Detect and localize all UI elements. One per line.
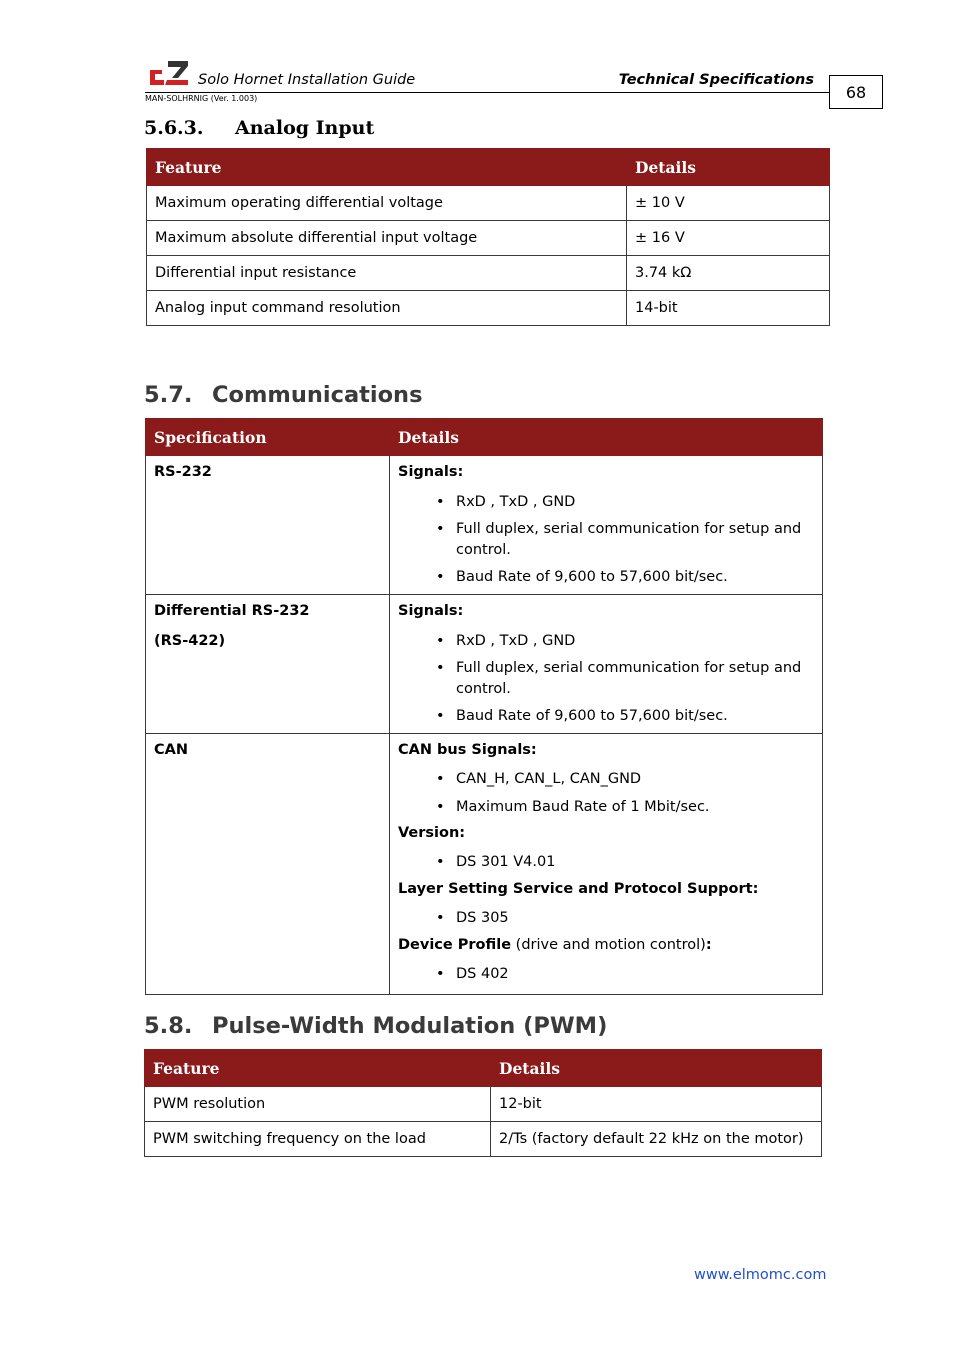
feature-cell: Analog input command resolution bbox=[147, 291, 627, 326]
table-row bbox=[147, 221, 830, 256]
version-label: Version: bbox=[398, 825, 466, 841]
list-item: • Maximum Baud Rate of 1 Mbit/sec. bbox=[436, 799, 710, 815]
list-item: • RxD , TxD , GND bbox=[436, 633, 576, 649]
table-header-row bbox=[146, 419, 823, 456]
profile-colon: : bbox=[705, 937, 712, 953]
feature-cell: PWM resolution bbox=[145, 1087, 491, 1122]
table-row bbox=[145, 1087, 822, 1122]
list-item: • RxD , TxD , GND bbox=[436, 494, 576, 510]
table-row bbox=[146, 456, 823, 595]
column-header: Details bbox=[627, 149, 830, 186]
section-heading-analog-input bbox=[144, 117, 544, 143]
section-heading-pwm bbox=[144, 1013, 644, 1043]
document-title: Solo Hornet Installation Guide bbox=[198, 72, 416, 88]
section-heading-communications bbox=[144, 382, 544, 412]
table-row bbox=[146, 595, 823, 734]
spec-cell bbox=[146, 734, 390, 995]
details-cell: ± 10 V bbox=[627, 186, 830, 221]
page-number: 68 bbox=[829, 75, 883, 109]
list-item: • Baud Rate of 9,600 to 57,600 bit/sec. bbox=[436, 708, 728, 724]
chapter-title: Technical Specifications bbox=[618, 72, 814, 88]
column-header: Feature bbox=[147, 149, 627, 186]
can-signals-label: CAN bus Signals: bbox=[398, 742, 537, 758]
details-cell bbox=[390, 456, 823, 595]
column-header: Specification bbox=[146, 419, 390, 456]
list-item: • Full duplex, serial communication for setup and control. bbox=[436, 660, 802, 697]
table-row bbox=[146, 734, 823, 995]
section-title: Analog Input bbox=[235, 117, 375, 139]
spec-name: CAN bbox=[154, 742, 188, 758]
bullet-list bbox=[398, 908, 814, 929]
table-header-row bbox=[145, 1050, 822, 1087]
feature-cell: PWM switching frequency on the load bbox=[145, 1122, 491, 1157]
list-item: • DS 301 V4.01 bbox=[436, 854, 556, 870]
table-row bbox=[147, 256, 830, 291]
section-number: 5.6.3. bbox=[144, 117, 204, 139]
header-rule bbox=[145, 92, 829, 93]
document-id: MAN-SOLHRNIG (Ver. 1.003) bbox=[145, 94, 258, 103]
spec-name: Differential RS-232 bbox=[154, 603, 310, 619]
spec-cell bbox=[146, 595, 390, 734]
feature-cell: Maximum absolute differential input voltage bbox=[147, 221, 627, 256]
communications-table bbox=[145, 418, 823, 995]
details-cell: 12-bit bbox=[491, 1087, 822, 1122]
feature-cell: Differential input resistance bbox=[147, 256, 627, 291]
column-header: Feature bbox=[145, 1050, 491, 1087]
analog-input-table bbox=[146, 148, 830, 326]
profile-description: (drive and motion control) bbox=[511, 937, 706, 953]
column-header: Details bbox=[390, 419, 823, 456]
bullet-list bbox=[398, 964, 814, 985]
lss-label: Layer Setting Service and Protocol Support: bbox=[398, 881, 759, 897]
section-number: 5.8. bbox=[144, 1013, 193, 1039]
list-item: • Full duplex, serial communication for setup and control. bbox=[436, 521, 802, 558]
website-link[interactable]: www.elmomc.com bbox=[694, 1267, 827, 1283]
details-cell bbox=[390, 595, 823, 734]
details-cell bbox=[390, 734, 823, 995]
table-row bbox=[147, 186, 830, 221]
bullet-list bbox=[398, 631, 814, 727]
profile-label: Device Profile bbox=[398, 937, 512, 953]
bullet-list bbox=[398, 852, 814, 873]
pwm-table bbox=[144, 1049, 822, 1157]
list-item: • DS 402 bbox=[436, 966, 509, 982]
details-cell: 2/Ts (factory default 22 kHz on the motor) bbox=[491, 1122, 822, 1157]
list-item: • DS 305 bbox=[436, 910, 509, 926]
spec-name-alt: (RS-422) bbox=[154, 633, 226, 649]
section-title: Communications bbox=[212, 382, 423, 408]
feature-cell: Maximum operating differential voltage bbox=[147, 186, 627, 221]
details-cell: 14-bit bbox=[627, 291, 830, 326]
spec-name: RS-232 bbox=[154, 464, 212, 480]
table-header-row bbox=[147, 149, 830, 186]
table-row bbox=[145, 1122, 822, 1157]
bullet-list bbox=[398, 769, 814, 818]
table-row bbox=[147, 291, 830, 326]
bullet-list bbox=[398, 492, 814, 588]
list-item: • Baud Rate of 9,600 to 57,600 bit/sec. bbox=[436, 569, 728, 585]
details-cell: 3.74 kΩ bbox=[627, 256, 830, 291]
signals-label: Signals: bbox=[398, 603, 464, 619]
spec-cell bbox=[146, 456, 390, 595]
signals-label: Signals: bbox=[398, 464, 464, 480]
list-item: • CAN_H, CAN_L, CAN_GND bbox=[436, 771, 642, 787]
section-number: 5.7. bbox=[144, 382, 193, 408]
details-cell: ± 16 V bbox=[627, 221, 830, 256]
section-title: Pulse-Width Modulation (PWM) bbox=[212, 1013, 608, 1039]
elmo-logo-icon bbox=[148, 58, 190, 88]
column-header: Details bbox=[491, 1050, 822, 1087]
profile-label-line bbox=[398, 935, 814, 955]
